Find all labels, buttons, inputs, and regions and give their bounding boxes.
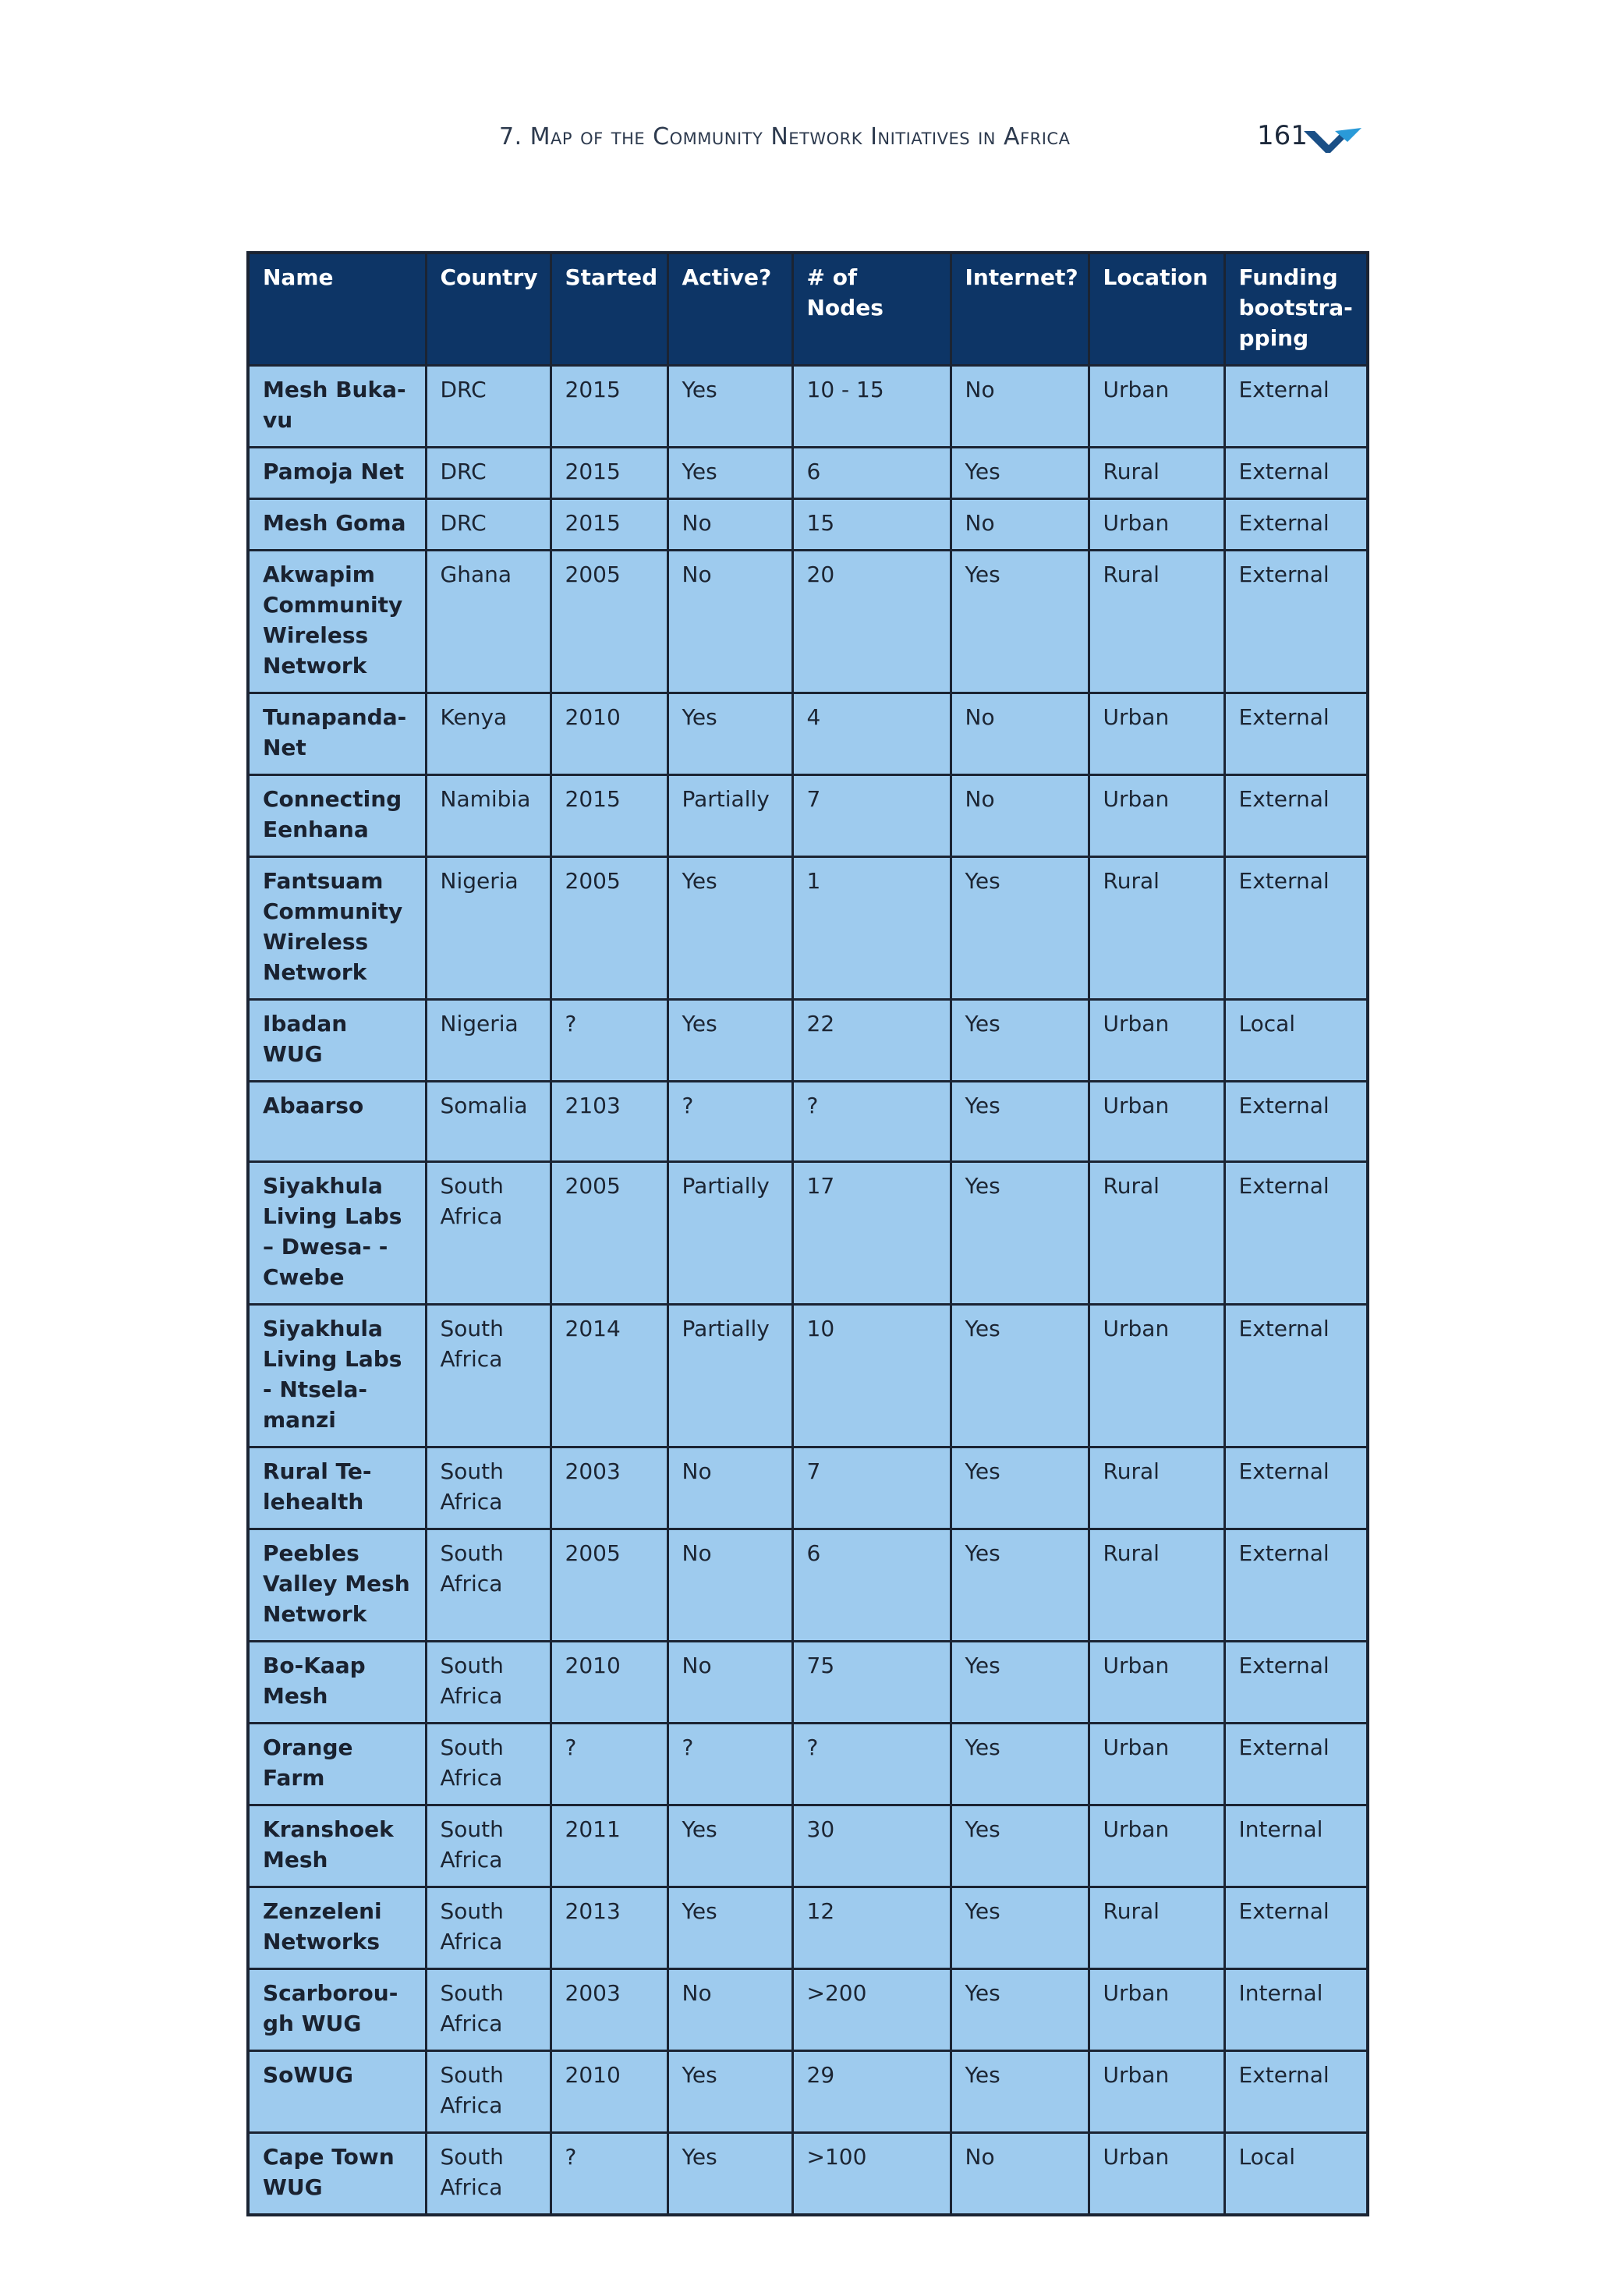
cell-active: No <box>667 551 792 693</box>
cell-name: Mesh Goma <box>248 499 426 551</box>
cell-funding: External <box>1224 1305 1368 1447</box>
table-row <box>248 448 1368 499</box>
cell-internet: Yes <box>951 857 1089 1000</box>
cell-funding: Internal <box>1224 1805 1368 1887</box>
cell-funding: External <box>1224 551 1368 693</box>
cell-name: Connecting Eenhana <box>248 775 426 857</box>
cell-active: ? <box>667 1082 792 1162</box>
cell-location: Rural <box>1089 551 1224 693</box>
cell-country: South Africa <box>426 1724 551 1805</box>
cell-country: South Africa <box>426 1805 551 1887</box>
cell-country: Namibia <box>426 775 551 857</box>
cell-country: South Africa <box>426 1162 551 1305</box>
cell-name: Scarborou- gh WUG <box>248 1969 426 2051</box>
cell-started: 2005 <box>551 551 667 693</box>
cell-nodes: >200 <box>792 1969 951 2051</box>
cell-location: Rural <box>1089 1162 1224 1305</box>
cell-started: 2014 <box>551 1305 667 1447</box>
cell-country: South Africa <box>426 2051 551 2133</box>
cell-funding: External <box>1224 448 1368 499</box>
cell-internet: Yes <box>951 1305 1089 1447</box>
cell-name: Pamoja Net <box>248 448 426 499</box>
cell-internet: Yes <box>951 2051 1089 2133</box>
table-row <box>248 1305 1368 1447</box>
table-header-row <box>248 253 1368 366</box>
cell-active: ? <box>667 1724 792 1805</box>
page-header <box>0 117 1597 164</box>
cell-name: Akwapim Community Wireless Network <box>248 551 426 693</box>
table-row <box>248 1447 1368 1529</box>
cell-internet: No <box>951 693 1089 775</box>
column-header-internet: Internet? <box>951 253 1089 366</box>
cell-started: 2010 <box>551 693 667 775</box>
cell-country: South Africa <box>426 1887 551 1969</box>
cell-location: Urban <box>1089 775 1224 857</box>
table-row <box>248 1969 1368 2051</box>
cell-location: Urban <box>1089 1305 1224 1447</box>
column-header-location: Location <box>1089 253 1224 366</box>
cell-funding: External <box>1224 1529 1368 1642</box>
cell-country: Nigeria <box>426 857 551 1000</box>
cell-internet: No <box>951 2133 1089 2216</box>
cell-started: 2011 <box>551 1805 667 1887</box>
cell-location: Urban <box>1089 1642 1224 1724</box>
cell-active: Yes <box>667 1887 792 1969</box>
cell-started: ? <box>551 1000 667 1082</box>
table-row <box>248 1724 1368 1805</box>
cell-country: DRC <box>426 499 551 551</box>
cell-country: South Africa <box>426 1529 551 1642</box>
cell-active: No <box>667 1447 792 1529</box>
cell-name: Tunapanda- Net <box>248 693 426 775</box>
cell-started: 2010 <box>551 1642 667 1724</box>
cell-location: Urban <box>1089 2051 1224 2133</box>
cell-name: Rural Te- lehealth <box>248 1447 426 1529</box>
cell-nodes: 75 <box>792 1642 951 1724</box>
cell-internet: Yes <box>951 1162 1089 1305</box>
table-row <box>248 2133 1368 2216</box>
cell-country: Somalia <box>426 1082 551 1162</box>
cell-internet: Yes <box>951 1529 1089 1642</box>
column-header-country: Country <box>426 253 551 366</box>
cell-started: ? <box>551 1724 667 1805</box>
cell-internet: Yes <box>951 448 1089 499</box>
cell-country: Ghana <box>426 551 551 693</box>
cell-country: DRC <box>426 366 551 448</box>
cell-active: Partially <box>667 1305 792 1447</box>
cell-country: Nigeria <box>426 1000 551 1082</box>
cell-internet: Yes <box>951 1805 1089 1887</box>
cell-nodes: 17 <box>792 1162 951 1305</box>
cell-funding: External <box>1224 775 1368 857</box>
page-number: 161 <box>1257 120 1308 151</box>
cell-nodes: 6 <box>792 448 951 499</box>
cell-funding: External <box>1224 1447 1368 1529</box>
cell-location: Rural <box>1089 857 1224 1000</box>
cell-funding: External <box>1224 1887 1368 1969</box>
table-row <box>248 1000 1368 1082</box>
cell-location: Urban <box>1089 499 1224 551</box>
table-row <box>248 1082 1368 1162</box>
cell-active: Yes <box>667 448 792 499</box>
table-row <box>248 366 1368 448</box>
cell-started: 2003 <box>551 1969 667 2051</box>
cell-active: Partially <box>667 1162 792 1305</box>
cell-internet: Yes <box>951 1969 1089 2051</box>
cell-nodes: 29 <box>792 2051 951 2133</box>
table-row <box>248 1529 1368 1642</box>
cell-name: Siyakhula Living Labs – Dwesa- -Cwebe <box>248 1162 426 1305</box>
cell-started: 2015 <box>551 366 667 448</box>
cell-started: 2015 <box>551 775 667 857</box>
cell-nodes: 1 <box>792 857 951 1000</box>
cell-location: Urban <box>1089 1082 1224 1162</box>
cell-nodes: 10 - 15 <box>792 366 951 448</box>
cell-started: 2015 <box>551 448 667 499</box>
table-row <box>248 1642 1368 1724</box>
cell-name: Zenzeleni Networks <box>248 1887 426 1969</box>
cell-active: Yes <box>667 366 792 448</box>
cell-active: Yes <box>667 1805 792 1887</box>
cell-started: 2103 <box>551 1082 667 1162</box>
table-row <box>248 775 1368 857</box>
cell-nodes: 6 <box>792 1529 951 1642</box>
cell-internet: No <box>951 366 1089 448</box>
table-row <box>248 551 1368 693</box>
cell-location: Urban <box>1089 366 1224 448</box>
cell-location: Rural <box>1089 448 1224 499</box>
table-row <box>248 1887 1368 1969</box>
cell-funding: External <box>1224 1724 1368 1805</box>
cell-funding: Internal <box>1224 1969 1368 2051</box>
cell-funding: External <box>1224 499 1368 551</box>
cell-internet: Yes <box>951 1082 1089 1162</box>
cell-internet: Yes <box>951 1000 1089 1082</box>
table-row <box>248 2051 1368 2133</box>
cell-internet: Yes <box>951 1724 1089 1805</box>
cell-location: Urban <box>1089 1805 1224 1887</box>
cell-funding: External <box>1224 857 1368 1000</box>
cell-country: South Africa <box>426 1447 551 1529</box>
cell-active: No <box>667 1642 792 1724</box>
column-header-funding: Funding bootstra- pping <box>1224 253 1368 366</box>
cell-started: 2013 <box>551 1887 667 1969</box>
cell-funding: External <box>1224 693 1368 775</box>
cell-name: Orange Farm <box>248 1724 426 1805</box>
cell-started: 2005 <box>551 1529 667 1642</box>
cell-location: Rural <box>1089 1887 1224 1969</box>
cell-nodes: >100 <box>792 2133 951 2216</box>
cell-country: South Africa <box>426 2133 551 2216</box>
cell-internet: Yes <box>951 1642 1089 1724</box>
cell-location: Rural <box>1089 1447 1224 1529</box>
cell-name: Siyakhula Living Labs - Ntsela- manzi <box>248 1305 426 1447</box>
column-header-nodes: # of Nodes <box>792 253 951 366</box>
cell-funding: External <box>1224 1642 1368 1724</box>
cell-nodes: 7 <box>792 1447 951 1529</box>
cell-name: Ibadan WUG <box>248 1000 426 1082</box>
cell-name: SoWUG <box>248 2051 426 2133</box>
table-row <box>248 1162 1368 1305</box>
column-header-started: Started <box>551 253 667 366</box>
table-row <box>248 857 1368 1000</box>
cell-name: Cape Town WUG <box>248 2133 426 2216</box>
cell-location: Rural <box>1089 1529 1224 1642</box>
cell-location: Urban <box>1089 1969 1224 2051</box>
cell-internet: No <box>951 499 1089 551</box>
cell-nodes: ? <box>792 1082 951 1162</box>
cell-name: Bo-Kaap Mesh <box>248 1642 426 1724</box>
column-header-name: Name <box>248 253 426 366</box>
cell-started: 2005 <box>551 857 667 1000</box>
cell-active: No <box>667 499 792 551</box>
cell-nodes: 10 <box>792 1305 951 1447</box>
cell-country: DRC <box>426 448 551 499</box>
cell-started: 2010 <box>551 2051 667 2133</box>
running-title: 7. Map of the Community Network Initiatives in Africa <box>499 123 1071 151</box>
cell-started: ? <box>551 2133 667 2216</box>
cell-funding: Local <box>1224 1000 1368 1082</box>
cell-active: No <box>667 1969 792 2051</box>
cell-name: Kranshoek Mesh <box>248 1805 426 1887</box>
cell-funding: External <box>1224 1162 1368 1305</box>
cell-funding: External <box>1224 366 1368 448</box>
table-row <box>248 693 1368 775</box>
table-row <box>248 1805 1368 1887</box>
cell-nodes: 30 <box>792 1805 951 1887</box>
community-networks-table <box>246 251 1369 2216</box>
column-header-active: Active? <box>667 253 792 366</box>
cell-location: Urban <box>1089 1724 1224 1805</box>
cell-nodes: 15 <box>792 499 951 551</box>
cell-internet: No <box>951 775 1089 857</box>
cell-internet: Yes <box>951 551 1089 693</box>
cell-funding: External <box>1224 1082 1368 1162</box>
cell-name: Peebles Valley Mesh Network <box>248 1529 426 1642</box>
cell-internet: Yes <box>951 1887 1089 1969</box>
cell-country: South Africa <box>426 1969 551 2051</box>
cell-name: Mesh Buka- vu <box>248 366 426 448</box>
cell-funding: Local <box>1224 2133 1368 2216</box>
cell-location: Urban <box>1089 693 1224 775</box>
cell-nodes: ? <box>792 1724 951 1805</box>
community-networks-table-container <box>246 251 1366 2216</box>
cell-funding: External <box>1224 2051 1368 2133</box>
cell-active: Yes <box>667 2051 792 2133</box>
cell-active: Yes <box>667 857 792 1000</box>
cell-country: South Africa <box>426 1642 551 1724</box>
cell-nodes: 7 <box>792 775 951 857</box>
cell-internet: Yes <box>951 1447 1089 1529</box>
cell-name: Abaarso <box>248 1082 426 1162</box>
cell-country: South Africa <box>426 1305 551 1447</box>
cell-started: 2003 <box>551 1447 667 1529</box>
cell-nodes: 22 <box>792 1000 951 1082</box>
cell-active: No <box>667 1529 792 1642</box>
cell-started: 2005 <box>551 1162 667 1305</box>
cell-active: Partially <box>667 775 792 857</box>
table-row <box>248 499 1368 551</box>
cell-started: 2015 <box>551 499 667 551</box>
cell-active: Yes <box>667 693 792 775</box>
cell-active: Yes <box>667 1000 792 1082</box>
cell-name: Fantsuam Community Wireless Network <box>248 857 426 1000</box>
cell-location: Urban <box>1089 1000 1224 1082</box>
cell-location: Urban <box>1089 2133 1224 2216</box>
cell-nodes: 4 <box>792 693 951 775</box>
cell-country: Kenya <box>426 693 551 775</box>
cell-nodes: 20 <box>792 551 951 693</box>
cell-active: Yes <box>667 2133 792 2216</box>
cell-nodes: 12 <box>792 1887 951 1969</box>
publisher-logo-icon <box>1304 128 1362 154</box>
